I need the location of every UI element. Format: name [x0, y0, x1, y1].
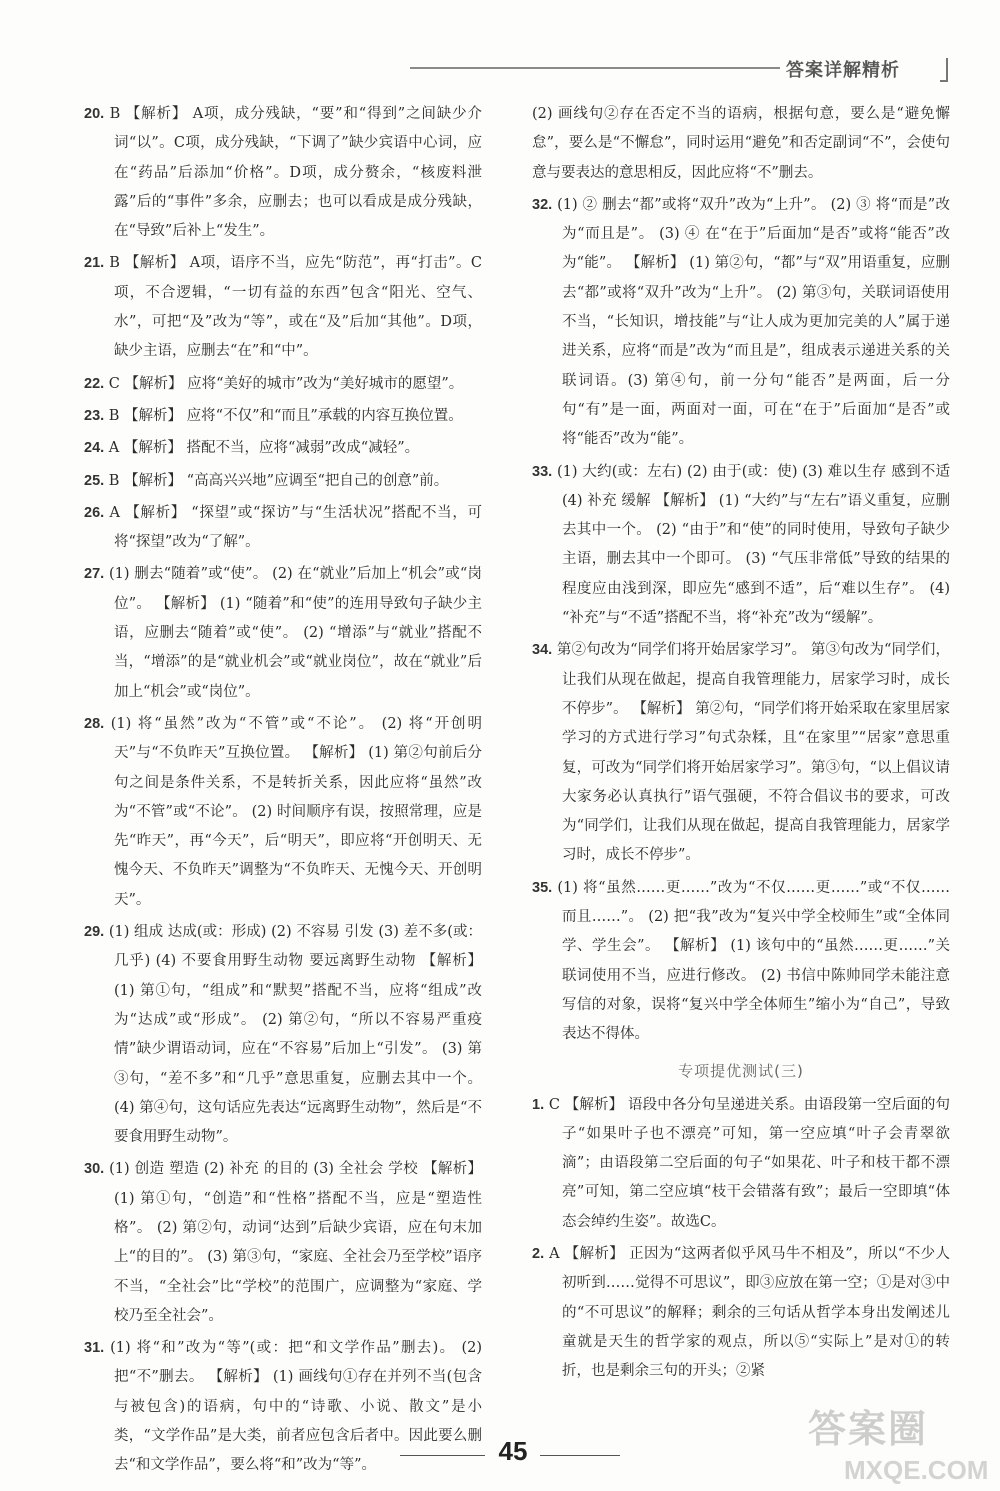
footer-rule-left	[400, 1455, 485, 1456]
question-number: 33.	[532, 463, 553, 480]
question-number: 23.	[84, 407, 105, 424]
question-number: 31.	[84, 1340, 105, 1357]
answer-text: B 【解析】 A项，成分残缺，“要”和“得到”之间缺少介词“以”。C项，成分残缺，“下调了”缺少宾语中心词，应在“药品”后添加“价格”。D项，成分赘余，“核废料泄露”后的“事件”多余，应删去；也可以看成是成分残缺，在“导致”后补上“发生”。	[109, 106, 483, 240]
header-bracket	[940, 58, 948, 82]
answer-item	[84, 467, 482, 496]
answer-item	[84, 370, 482, 399]
question-number: 1.	[532, 1096, 545, 1113]
question-number: 20.	[84, 106, 105, 122]
answer-item	[84, 1155, 482, 1331]
answer-text: B 【解析】 A项，语序不当，应先“防范”，再“打击”。C项，不合逻辑，“一切有益的东西”包含“阳光、空气、水”，可把“及”改为“等”，或在“及”后加“其他”。D项，缺少主语，应删去“在”和“中”。	[109, 255, 482, 360]
answer-item	[84, 434, 482, 463]
answer-text: (1) 大约(或：左右) (2) 由于(或：使) (3) 难以生存 感到不适 (4) 补充 缓解 【解析】 (1) “大约”与“左右”语义重复，应删去其中一个。 (2) “由于”和“使”的同时使用，导致句子缺少主语，删去其中一个即可。 (3) “气压非常低”导致的结果的程度应由浅到深，即应先“感到不适”，后“难以生存”。 (4) “补充”与“不适”搭配不当，将“补充”改为“缓解”。	[557, 463, 950, 627]
question-number: 35.	[532, 879, 553, 896]
answer-text: B 【解析】 应将“不仅”和“而且”承载的内容互换位置。	[108, 407, 463, 424]
question-number: 26.	[84, 504, 105, 521]
watermark-sub-text: MXQE.COM	[844, 1455, 989, 1485]
question-number: 22.	[84, 375, 105, 392]
answer-text: A 【解析】 搭配不当，应将“减弱”改成“减轻”。	[108, 440, 420, 457]
answer-text: (1) 将“虽然”改为“不管”或“不论”。 (2) 将“开创明天”与“不负昨天”互换位置。 【解析】 (1) 第②句前后分句之间是条件关系，不是转折关系，因此应将“虽然”改为“不管”或“不论”。 (2) 时间顺序有误，按照常理，应是先“昨天”，再“今天”，后“明天”，即应将“开创明天、无愧今天、不负昨天”调整为“不负昨天、无愧今天、开创明天”。	[110, 715, 483, 908]
header-title: 答案详解精析	[786, 60, 900, 81]
answer-item	[532, 636, 950, 870]
answer-text: (1) 组成 达成(或：形成) (2) 不容易 引发 (3) 差不多(或：几乎) (4) 不要食用野生动物 要远离野生动物 【解析】 (1) 第①句，“组成”和“默契”搭配不当，应将“组成”改为“达成”或“形成”。 (2) 第②句，“所以不容易严重疫情”缺少谓语动词，应在“不容易”后加上“引发”。 (3) 第③句，“差不多”和“几乎”意思重复，应删去其中一个。 (4) 第④句，这句话应先表达“远离野生动物”，然后是“不要食用野生动物”。	[108, 924, 483, 1146]
header-rule	[410, 67, 780, 69]
answer-item	[84, 499, 482, 558]
watermark-main-text: 答案圈	[808, 1407, 929, 1451]
answer-text: A 【解析】 “探望”或“探访”与“生活状况”搭配不当，可将“探望”改为“了解”。	[109, 504, 483, 551]
answer-item	[84, 918, 482, 1152]
watermark-logo	[808, 1398, 988, 1484]
question-number: 28.	[84, 715, 105, 732]
question-number: 34.	[532, 642, 553, 659]
answer-text: 第②句改为“同学们将开始居家学习”。 第③句改为“同学们，让我们从现在做起，提高自我管理能力，居家学习时，成长不停步”。 【解析】 第②句，“同学们将开始采取在家里居家学习的方式进行学习”句式杂糅，且“在家里”“居家”意思重复，可改为“同学们将开始居家学习”。第③句，“以上倡议请大家务必认真执行”语气强硬，不符合倡议书的要求，可改为“同学们，让我们从现在做起，提高自我管理能力，居家学习时，成长不停步”。	[556, 642, 950, 864]
question-number: 25.	[84, 472, 105, 489]
answer-item	[84, 402, 482, 431]
answer-item	[84, 249, 482, 366]
answer-item	[84, 1334, 482, 1480]
question-number: 21.	[84, 255, 105, 272]
answer-text: A 【解析】 正因为“这两者似乎风马牛不相及”，所以“不少人初听到……觉得不可思议”，即③应放在第一空；①是对③中的“不可思议”的解释；剩余的三句话从哲学本身出发阐述儿童就是天生的哲学家的观点，所以⑤“实际上”是对①的转折，也是剩余三句的开头；②紧	[549, 1245, 951, 1380]
answer-item	[84, 710, 482, 915]
answer-item	[84, 100, 482, 246]
left-column	[84, 100, 482, 1484]
section-title: 专项提优测试(三)	[678, 1061, 804, 1080]
question-number: 27.	[84, 566, 105, 583]
question-number: 24.	[84, 440, 105, 457]
page-number: 45	[498, 1436, 528, 1466]
answer-text: (1) 删去“随着”或“使”。 (2) 在“就业”后加上“机会”或“岗位”。 【解析】 (1) “随着”和“使”的连用导致句子缺少主语，应删去“随着”或“使”。 (2) “增添”与“就业”搭配不当，“增添”的是“就业机会”或“就业岗位”，故在“就业”后加上“机会”或“岗位”。	[108, 566, 483, 700]
question-number: 30.	[84, 1161, 105, 1178]
answer-item	[84, 560, 482, 706]
answer-text: C 【解析】 应将“美好的城市”改为“美好城市的愿望”。	[108, 375, 464, 392]
answer-item	[532, 191, 950, 455]
answer-text: B 【解析】 “高高兴兴地”应调至“把自己的创意”前。	[108, 472, 449, 489]
question-number: 32.	[532, 196, 553, 213]
question-number: 2.	[532, 1245, 545, 1262]
answer-text: (1) ② 删去“都”或将“双升”改为“上升”。 (2) ③ 将“而是”改为“而且是”。 (3) ④ 在“在于”后面加“是否”或将“能否”改为“能”。 【解析】 (1) 第②句，“都”与“双”用语重复，应删去“都”或将“双升”改为“上升”。 (2) 第③句，关联词语使用不当，“长知识，增技能”与“让人成为更加完美的人”属于递进关系，应将“而是”改为“而且是”，组成表示递进关系的关联词语。(3) 第④句，前一分句“能否”是两面，后一分句“有”是一面，两面对一面，可在“在于”后面加“是否”或将“能否”改为“能”。	[557, 196, 951, 448]
answer-text: C 【解析】 语段中各分句呈递进关系。由语段第一空后面的句子“如果叶子也不漂亮”可知，第一空应填“叶子会青翠欲滴”；由语段第二空后面的句子“如果花、叶子和枝干都不漂亮”可知，第二空应填“枝干会错落有致”；最后一空即填“体态会绰约生姿”。故选C。	[548, 1096, 951, 1230]
answer-item	[532, 1091, 950, 1237]
question-number: 29.	[84, 924, 105, 941]
answer-item	[532, 874, 950, 1050]
answer-text: (1) 创造 塑造 (2) 补充 的目的 (3) 全社会 学校 【解析】 (1) 第①句，“创造”和“性格”搭配不当，应是“塑造性格”。 (2) 第②句，动词“达到”后缺少宾语，应在句末加上“的目的”。 (3) 第③句，“家庭、全社会乃至学校”语序不当，“全社会”比“学校”的范围广，应调整为“家庭、学校乃至全社会”。	[109, 1161, 482, 1324]
answer-text: (1) 将“虽然……更……”改为“不仅……更……”或“不仅……而且……”。 (2) 把“我”改为“复兴中学全校师生”或“全体同学、学生会”。 【解析】 (1) 该句中的“虽然……更……”关联词使用不当，应进行修改。 (2) 书信中陈帅同学未能注意写信的对象，误将“复兴中学全体师生”缩小为“自己”，导致表达不得体。	[557, 879, 950, 1043]
footer-rule-right	[540, 1455, 620, 1456]
answer-item	[532, 458, 950, 634]
answer-item	[532, 1240, 950, 1386]
answer-item	[532, 100, 950, 188]
answer-text: (2) 画线句②存在否定不当的语病，根据句意，要么是“避免懈怠”，要么是“不懈怠”，同时运用“避免”和否定副词“不”，会使句意与要表达的意思相反，因此应将“不”删去。	[532, 106, 950, 181]
right-column	[532, 100, 950, 1389]
answer-text: (1) 将“和”改为“等”(或：把“和文学作品”删去)。 (2) 把“不”删去。 【解析】 (1) 画线句①存在并列不当(包含与被包含)的语病，句中的“诗歌、小说、散文”是小类，“文学作品”是大类，前者应包含后者中。因此要么删去“和文学作品”，要么将“和”改为“等”。	[110, 1340, 483, 1474]
